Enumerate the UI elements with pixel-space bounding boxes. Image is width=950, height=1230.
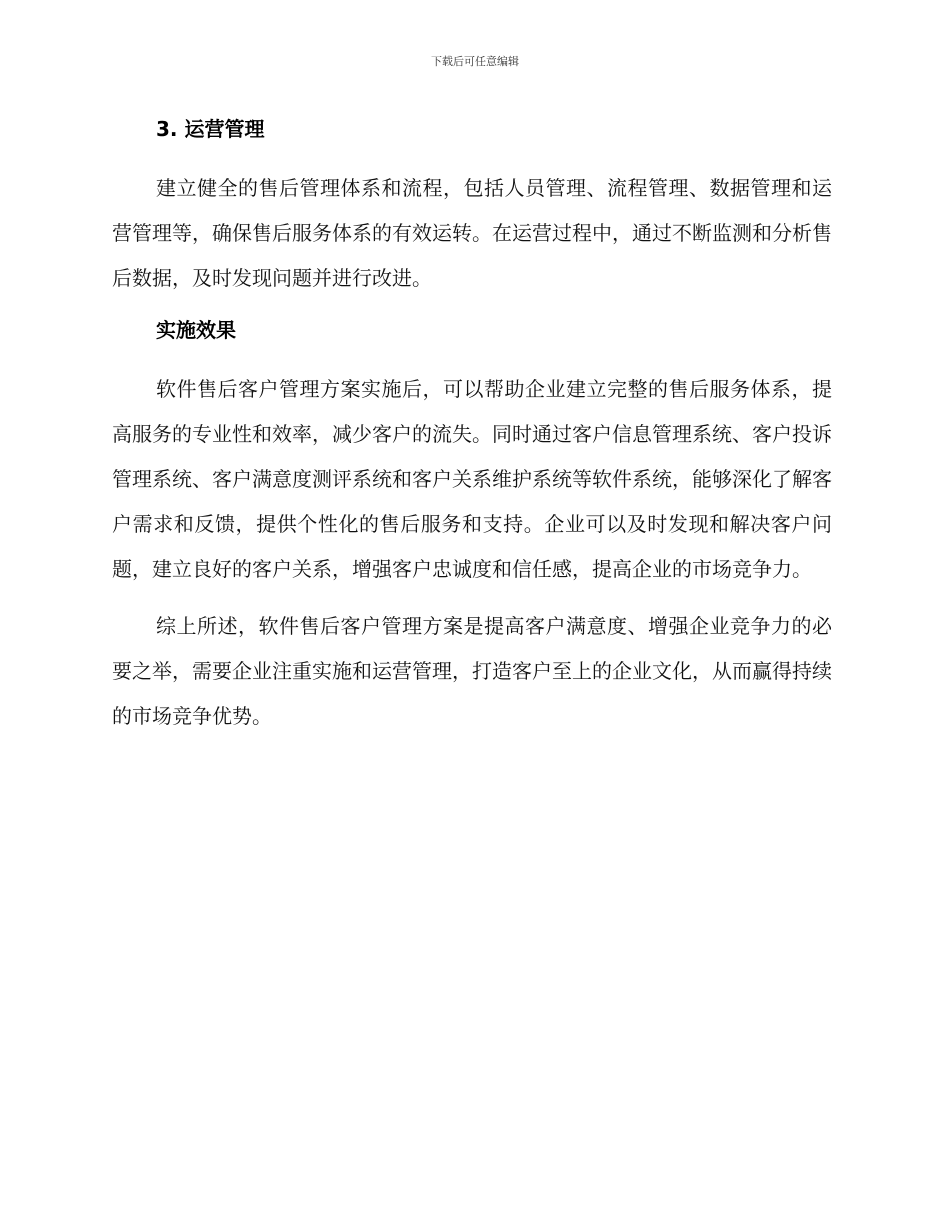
paragraph-conclusion: 综上所述，软件售后客户管理方案是提高客户满意度、增强企业竞争力的必要之举，需要企业注重实施和运营管理，打造客户至上的企业文化，从而赢得持续的市场竞争优势。	[112, 614, 832, 728]
section-heading-operations: 3. 运营管理	[156, 117, 265, 141]
section-heading-results: 实施效果	[156, 318, 236, 342]
page-header: 下载后可任意编辑	[431, 55, 519, 68]
paragraph-results: 软件售后客户管理方案实施后，可以帮助企业建立完整的售后服务体系，提高服务的专业性和效率，减少客户的流失。同时通过客户信息管理系统、客户投诉管理系统、客户满意度测评系统和客户关系维护系统等软件系统，能够深化了解客户需求和反馈，提供个性化的售后服务和支持。企业可以及时发现和解决客户问题，建立良好的客户关系，增强客户忠诚度和信任感，提高企业的市场竞争力。	[112, 377, 832, 581]
paragraph-operations: 建立健全的售后管理体系和流程，包括人员管理、流程管理、数据管理和运营管理等，确保售后服务体系的有效运转。在运营过程中，通过不断监测和分析售后数据，及时发现问题并进行改进。	[112, 176, 832, 290]
document-body	[112, 112, 832, 739]
